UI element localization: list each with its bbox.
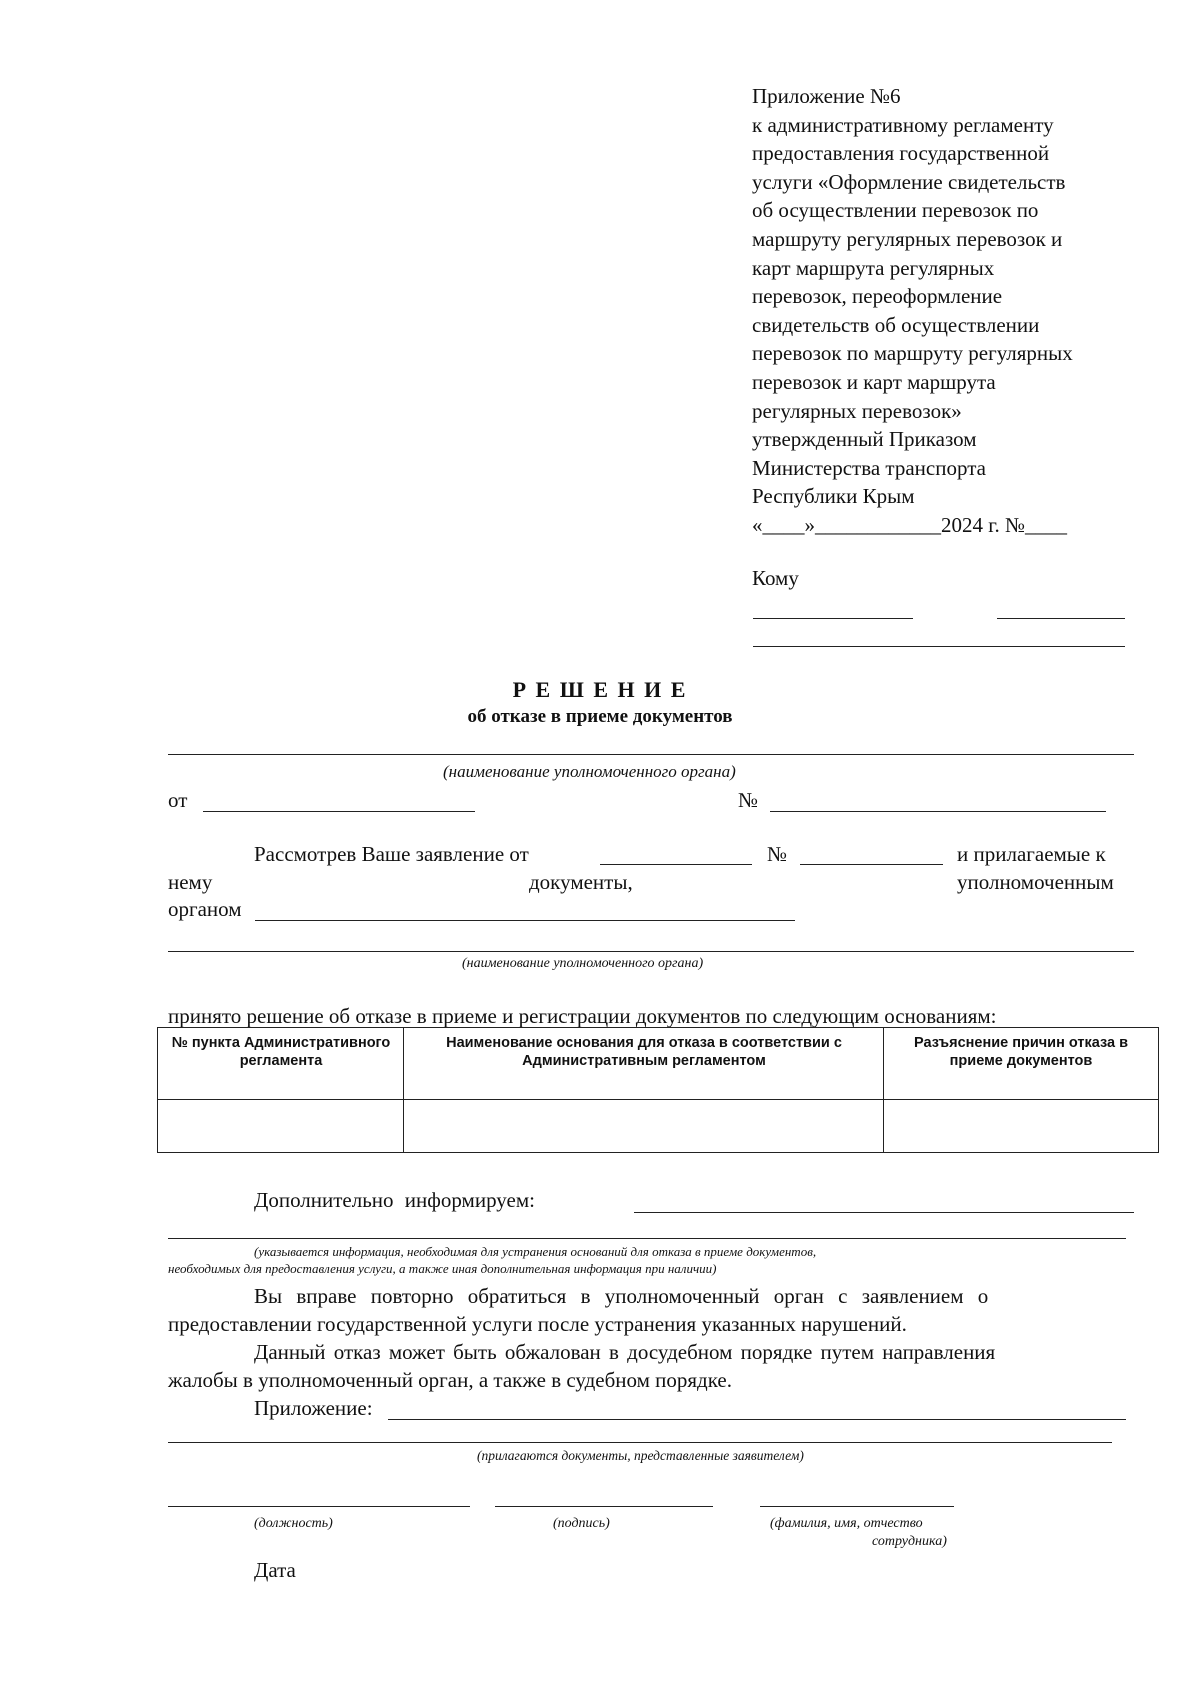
document-subtitle: об отказе в приеме документов <box>467 706 733 727</box>
appendix-line: предоставления государственной <box>752 141 1050 166</box>
considered-text: Рассмотрев Ваше заявление от <box>254 842 529 866</box>
appendix-line: перевозок по маршруту регулярных <box>752 341 1073 366</box>
signature-line[interactable] <box>495 1506 713 1507</box>
full-name-caption: сотрудника) <box>872 1534 947 1549</box>
number-label: № <box>738 788 759 812</box>
additional-info-label: Дополнительно информируем: <box>254 1188 535 1212</box>
recipient-label: Кому <box>752 566 799 590</box>
appeal-text: Данный отказ может быть обжалован в досудебном порядке путем направления <box>254 1340 996 1364</box>
additional-info-note: (указывается информация, необходимая для устранения оснований для отказа в приеме документов, <box>254 1244 817 1259</box>
recipient-line[interactable] <box>753 618 913 619</box>
table-header-explanation: Разъяснение причин отказа в приеме документов <box>913 1035 1129 1069</box>
additional-info-note: необходимых для предоставления услуги, а также иная дополнительная информация при наличии) <box>168 1261 717 1276</box>
attachment-label: Приложение: <box>254 1396 373 1420</box>
recipient-line[interactable] <box>753 646 1125 647</box>
grounds-table <box>157 1027 1159 1153</box>
table-header-clause: № пункта Административного регламента <box>171 1035 391 1069</box>
table-cell-clause[interactable] <box>158 1100 403 1152</box>
authorized-text: уполномоченным <box>957 870 1114 894</box>
to-him-text: нему <box>168 870 213 894</box>
organ-name-line-2[interactable] <box>168 951 1134 952</box>
signature-caption: (подпись) <box>553 1516 610 1531</box>
from-date-line[interactable] <box>203 811 475 812</box>
position-line[interactable] <box>168 1506 470 1507</box>
appendix-line: перевозок и карт маршрута <box>752 369 996 394</box>
attachment-line[interactable] <box>388 1419 1126 1420</box>
table-cell-explanation[interactable] <box>884 1100 1158 1152</box>
appendix-line: услуги «Оформление свидетельств <box>752 169 1066 194</box>
authority-name-line[interactable] <box>168 754 1134 755</box>
table-cell-ground[interactable] <box>404 1100 883 1152</box>
appendix-line: Приложение №6 <box>752 84 901 108</box>
decision-text: принято решение об отказе в приеме и регистрации документов по следующим основаниям: <box>168 1004 997 1028</box>
appendix-line: свидетельств об осуществлении <box>752 312 1040 337</box>
appendix-line: об осуществлении перевозок по <box>752 198 1039 223</box>
appendix-line: перевозок, переоформление <box>752 284 1003 309</box>
by-organ-text: органом <box>168 897 242 921</box>
appendix-line: Республики Крым <box>752 484 915 509</box>
full-name-line[interactable] <box>760 1506 954 1507</box>
authority-caption: (наименование уполномоченного органа) <box>443 762 736 781</box>
recipient-line[interactable] <box>997 618 1125 619</box>
additional-info-line-2[interactable] <box>168 1238 1126 1239</box>
organ-caption: (наименование уполномоченного органа) <box>462 956 704 971</box>
appendix-line: к административному регламенту <box>752 112 1054 137</box>
organ-name-line[interactable] <box>255 920 795 921</box>
appendix-line: утвержденный Приказом <box>752 427 977 452</box>
table-header-ground: Наименование основания для отказа в соответствии с Административным регламентом <box>446 1035 842 1069</box>
application-date-line[interactable] <box>600 864 752 865</box>
full-name-caption: (фамилия, имя, отчество <box>770 1516 923 1531</box>
appeal-text: жалобы в уполномоченный орган, а также в судебном порядке. <box>168 1368 732 1392</box>
application-number-line[interactable] <box>800 864 943 865</box>
date-label: Дата <box>254 1558 296 1582</box>
number-line[interactable] <box>770 811 1106 812</box>
appendix-block <box>752 82 1073 540</box>
attached-text: и прилагаемые к <box>957 842 1106 866</box>
reapply-text: предоставлении государственной услуги после устранения указанных нарушений. <box>168 1312 907 1336</box>
from-label: от <box>168 788 188 812</box>
appendix-line: регулярных перевозок» <box>752 398 962 423</box>
appendix-line: маршруту регулярных перевозок и <box>752 226 1063 251</box>
attachment-caption: (прилагаются документы, представленные заявителем) <box>477 1448 804 1463</box>
attachment-line-2[interactable] <box>168 1442 1112 1443</box>
appendix-line: карт маршрута регулярных <box>752 255 995 280</box>
position-caption: (должность) <box>254 1516 333 1531</box>
appendix-line: Министерства транспорта <box>752 455 986 480</box>
document-title: Р Е Ш Е Н И Е <box>512 677 688 702</box>
additional-info-line[interactable] <box>634 1212 1134 1213</box>
reapply-text: Вы вправе повторно обратиться в уполномоченный орган с заявлением о <box>254 1284 989 1308</box>
appendix-date-line: «____»____________2024 г. №____ <box>752 512 1068 537</box>
application-number-label: № <box>767 842 788 866</box>
documents-text: документы, <box>529 870 633 894</box>
